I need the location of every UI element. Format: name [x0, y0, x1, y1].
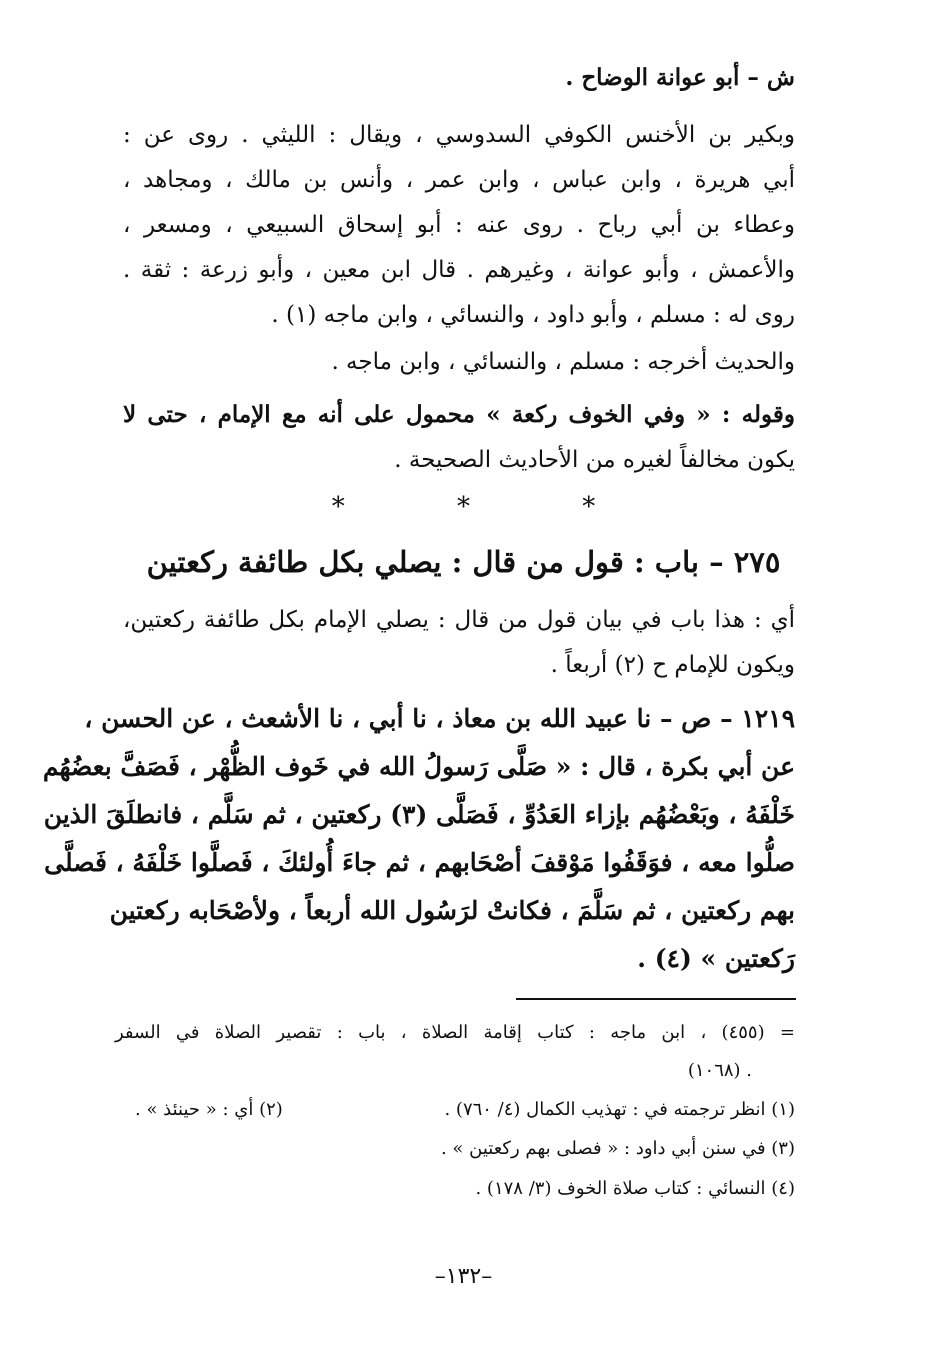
text-line: والأعمش ، وأبو عوانة ، وغيرهم . قال ابن معين ، وأبو زرعة : ثقة . — [123, 257, 795, 283]
hadith-line: رَكعتين » (٤) . — [637, 944, 795, 973]
text-line: وعطاء بن أبي رباح . روى عنه : أبو إسحاق السبيعي ، ومسعر ، — [123, 212, 795, 238]
footnote: (١٠٦٨) . — [687, 1060, 752, 1081]
text-line: وقوله : « وفي الخوف ركعة » محمول على أنه مع الإمام ، حتى لا — [123, 401, 795, 428]
text-line: أبي هريرة ، وابن عباس ، وابن عمر ، وأنس بن مالك ، ومجاهد ، — [123, 167, 795, 193]
text-line: وبكير بن الأخنس الكوفي السدوسي ، ويقال : الليثي . روى عن : — [123, 122, 795, 148]
hadith-line: خَلْفَهُ ، وبَعْضُهُم بإزاء العَدُوِّ ، فَصَلَّى (٣) ركعتين ، ثم سَلَّم ، فانطلَقَ الذين — [43, 800, 795, 829]
hadith-line: صلُّوا معه ، فوَقَفُوا مَوْقفَ أصْحَابهم ، ثم جاءَ أُولئكَ ، فَصلَّوا خَلْفَهُ ، فَصلَّى — [44, 848, 795, 877]
section-separator: * * * — [331, 492, 648, 522]
text-line: أي : هذا باب في بيان قول من قال : يصلي الإمام بكل طائفة ركعتين، — [123, 607, 795, 633]
text-line: روى له : مسلم ، وأبو داود ، والنسائي ، وابن ماجه (١) . — [271, 302, 795, 328]
footnote: = (٤٥٥) ، ابن ماجه : كتاب إقامة الصلاة ، باب : تقصير الصلاة في السفر — [115, 1022, 795, 1043]
hadith-line: ١٢١٩ – ص – نا عبيد الله بن معاذ ، نا أبي ، نا الأشعث ، عن الحسن ، — [84, 704, 795, 733]
hadith-line: بهم ركعتين ، ثم سَلَّمَ ، فكانتْ لرَسُول الله أربعاً ، ولأصْحَابه ركعتين — [109, 896, 795, 925]
text-line: يكون مخالفاً لغيره من الأحاديث الصحيحة . — [394, 447, 795, 473]
text-line: والحديث أخرجه : مسلم ، والنسائي ، وابن ماجه . — [331, 349, 795, 375]
footnote: (٢) أي : « حينئذ » . — [135, 1099, 283, 1120]
footnote: (١) انظر ترجمته في : تهذيب الكمال (٤/ ٧٦٠) . — [444, 1099, 795, 1120]
hadith-line: عن أبي بكرة ، قال : « صَلَّى رَسولُ الله في خَوف الظُّهْر ، فَصَفَّ بعضُهُم — [42, 752, 795, 781]
page-number: –١٣٢– — [434, 1264, 493, 1289]
text-line: ش – أبو عوانة الوضاح . — [565, 64, 795, 91]
chapter-heading: ٢٧٥ – باب : قول من قال : يصلي بكل طائفة ركعتين — [146, 545, 781, 579]
footnote-divider — [516, 998, 796, 1000]
footnote: (٤) النسائي : كتاب صلاة الخوف (٣/ ١٧٨) . — [475, 1178, 795, 1199]
footnote: (٣) في سنن أبي داود : « فصلى بهم ركعتين » . — [440, 1138, 795, 1159]
text-line: ويكون للإمام ح (٢) أربعاً . — [550, 652, 795, 678]
